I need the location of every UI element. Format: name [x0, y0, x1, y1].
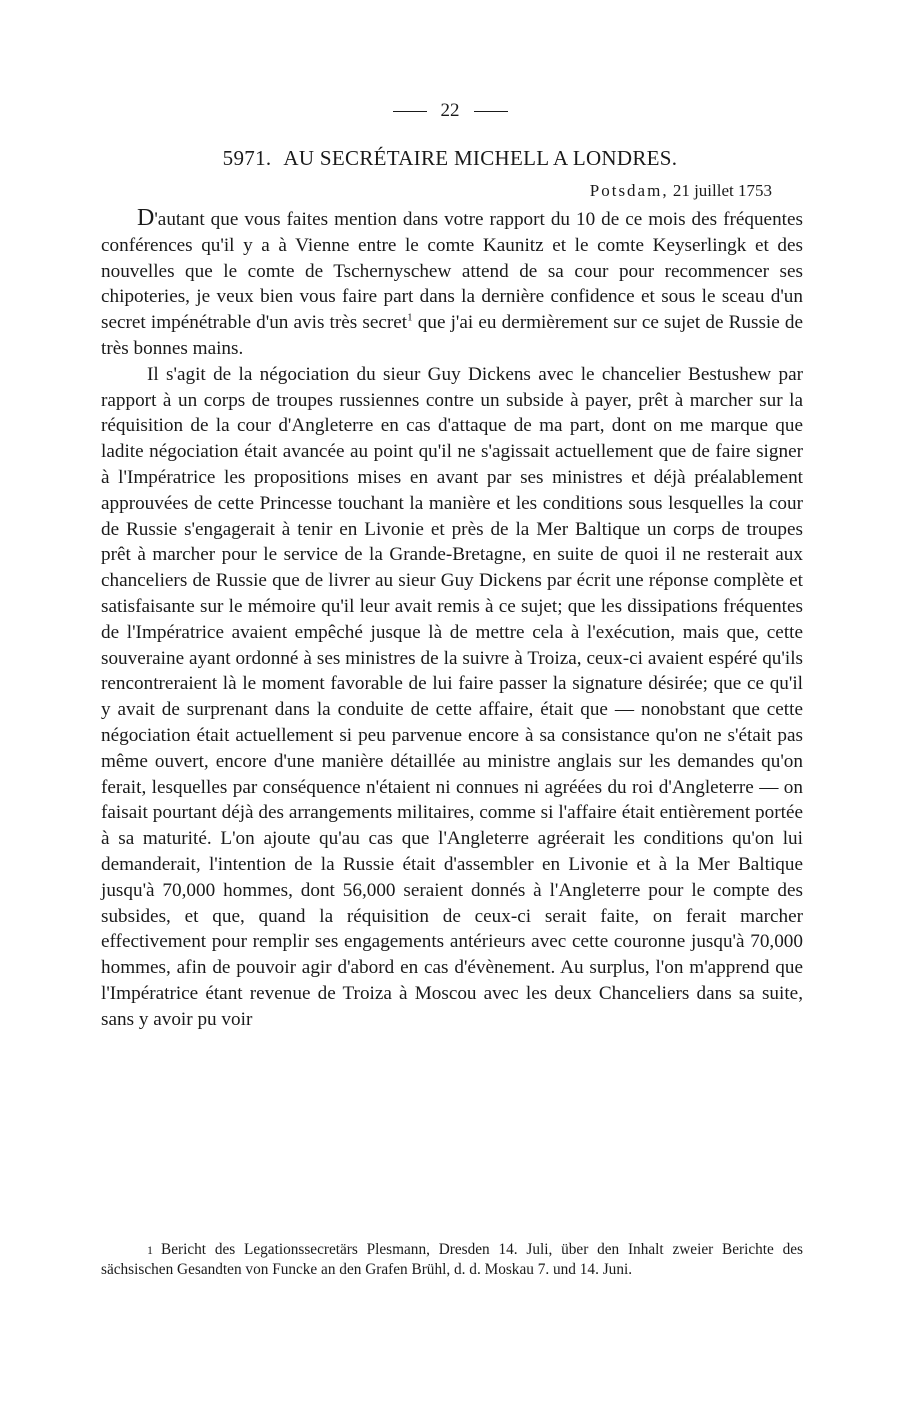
page-number-value: 22: [440, 100, 460, 121]
page-number: [0, 100, 900, 122]
footnote-mark: 1: [147, 1243, 153, 1257]
letter-heading: [0, 146, 900, 171]
letter-title: AU SECRÉTAIRE MICHELL A LONDRES.: [283, 146, 678, 170]
footnote-reference: 1: [407, 311, 413, 324]
letter-body: [101, 206, 803, 1033]
paragraph-initial: D: [137, 205, 155, 231]
page-number-dash-left: [393, 111, 427, 112]
dateline: [590, 181, 772, 201]
paragraph-1-text-b: que j'ai eu dermièrement sur ce sujet de Russie de très bonnes mains.: [101, 312, 804, 359]
dateline-place: Potsdam,: [589, 181, 669, 200]
paragraph-1: [101, 206, 803, 362]
footnote-text: Bericht des Legationssecretärs Plesmann, Dresden 14. Juli, über den Inhalt zweier Berichte des sächsischen Gesandten von Funcke an den Grafen Brühl, d. d. Moskau 7. und 14. Juni.: [101, 1241, 803, 1278]
footnote: [101, 1240, 803, 1280]
letter-number: 5971.: [222, 146, 272, 170]
dateline-date: 21 juillet 1753: [672, 181, 772, 200]
page-number-dash-right: [474, 111, 508, 112]
paragraph-2: Il s'agit de la négociation du sieur Guy Dickens avec le chancelier Bestushew par rapport à un corps de troupes russiennes contre un subside à payer, prêt à marcher sur la réquisition de la cour d'Angleterre en cas d'attaque de ma part, dont on me marque que ladite négociation était avancée au point qu'il ne s'agissait actuellement que de faire signer à l'Impératrice les propositions mises en avant par ses ministres et déjà préalablement approuvées de cette Princesse touchant la manière et les conditions sous lesquelles la cour de Russie s'engagerait à tenir en Livonie et près de la Mer Baltique un corps de troupes prêt à marcher pour le service de la Grande-Bretagne, en suite de quoi il ne resterait aux chanceliers de Russie que de livrer au sieur Guy Dickens par écrit une réponse complète et satisfaisante sur le mémoire qu'il leur avait remis à ce sujet; que les dissipations fréquentes de l'Impératrice avaient empêché jusque là de mettre cela à l'exécution, mais que, cette souveraine ayant ordonné à ses ministres de la suivre à Troiza, ceux-ci avaient espéré qu'ils rencontreraient là le moment favorable de lui faire passer la signature désirée; que ce qu'il y avait de surprenant dans la conduite de cette affaire, était que — nonobstant que cette négociation était actuellement si peu parvenue encore à sa consistance qu'on ne s'était pas même ouvert, encore d'une manière détaillée au ministre anglais sur les demandes qu'on ferait, lesquelles par conséquence n'étaient ni connues ni agréées du roi d'Angleterre — on faisait pourtant déjà des arrangements militaires, comme si l'affaire était entièrement portée à sa maturité. L'on ajoute qu'au cas que l'Angleterre agréerait les conditions qu'on lui demanderait, l'intention de la Russie était d'assembler en Livonie et à la Mer Baltique jusqu'à 70,000 hommes, dont 56,000 seraient donnés à l'Angleterre pour le compte des subsides, et que, quand la réquisition de ceux-ci serait faite, on ferait marcher effectivement pour remplir ses engagements antérieurs avec cette couronne jusqu'à 70,000 hommes, afin de pouvoir agir d'abord en cas d'évènement. Au surplus, l'on m'apprend que l'Impératrice étant revenue de Troiza à Moscou avec les deux Chanceliers dans sa suite, sans y avoir pu voir: [101, 363, 803, 1030]
paragraph-1-text-a: 'autant que vous faites mention dans votre rapport du 10 de ce mois des fréquentes conférences qu'il y a à Vienne entre le comte Kaunitz et le comte Keyserlingk et des nouvelles que le comte de Tschernyschew attend de sa cour pour recommencer ses chipoteries, je veux bien vous faire part dans la dernière confidence et sous le sceau d'un secret impénétrable d'un avis très secret: [101, 209, 803, 334]
